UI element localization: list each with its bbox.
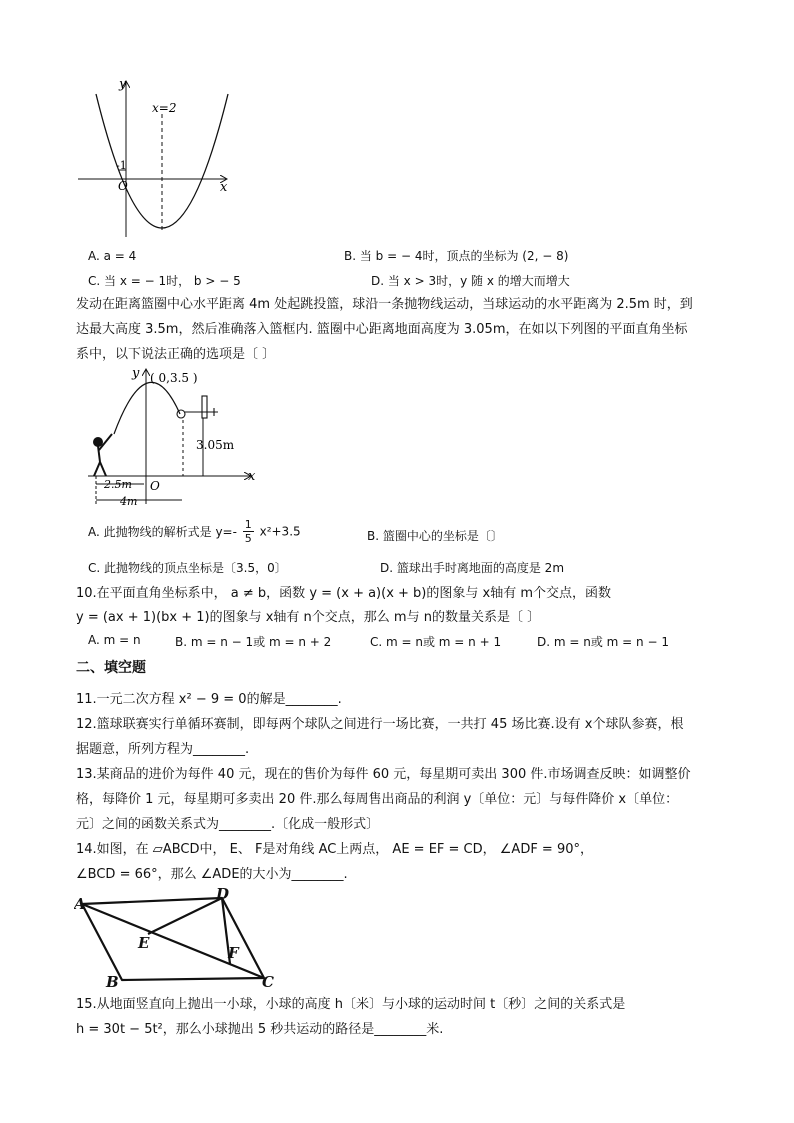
hoop-figure bbox=[177, 396, 218, 418]
fraction bbox=[243, 518, 254, 545]
origin-label: O bbox=[150, 479, 160, 493]
point-B-label: B bbox=[106, 973, 119, 991]
point-A-label: A bbox=[74, 895, 86, 913]
y-axis-label: y bbox=[119, 77, 127, 92]
parabola-graph-1 bbox=[74, 72, 244, 242]
distance-label-2.5: 2.5m bbox=[104, 478, 132, 491]
q10-line-1: 10.在平面直角坐标系中， a ≠ b，函数 y = (x + a)(x + b)的图象与 x轴有 m个交点，函数 bbox=[76, 586, 611, 601]
trajectory-curve bbox=[114, 382, 180, 434]
point-E-label: E bbox=[138, 934, 150, 952]
section-heading: 二、填空题 bbox=[76, 660, 146, 676]
q9-option-B: B. 篮圈中心的坐标是〔〕 bbox=[367, 529, 503, 543]
minus-one-label: -1 bbox=[116, 159, 127, 172]
q13-line-3: 元〕之间的函数关系式为________.〔化成一般形式〕 bbox=[76, 817, 380, 832]
q12-line-2: 据题意，所列方程为________. bbox=[76, 742, 250, 757]
q10-line-2: y = (ax + 1)(bx + 1)的图象与 x轴有 n个交点，那么 m与 n的数量关系是〔 〕 bbox=[76, 610, 541, 625]
point-C-label: C bbox=[262, 973, 274, 991]
option-A-top: A. a = 4 bbox=[88, 249, 137, 263]
q9-option-D: D. 篮球出手时离地面的高度是 2m bbox=[380, 561, 565, 575]
q15-line-1: 15.从地面竖直向上抛出一小球，小球的高度 h〔米〕与小球的运动时间 t〔秒〕之间的关系式是 bbox=[76, 997, 626, 1012]
q10-option-D: D. m = n或 m = n − 1 bbox=[537, 635, 669, 649]
segment-DE bbox=[148, 898, 222, 934]
q9-line-3: 系中，以下说法正确的选项是〔 〕 bbox=[76, 347, 276, 362]
q15-line-2: h = 30t − 5t²，那么小球抛出 5 秒共运动的路径是________米. bbox=[76, 1022, 444, 1037]
q9-line-1: 发动在距离篮圈中心水平距离 4m 处起跳投篮，球沿一条抛物线运动，当球运动的水平距离为 2.5m 时，到 bbox=[76, 297, 693, 312]
q14-line-1: 14.如图，在 ▱ABCD中， E、 F是对角线 AC上两点， AE = EF = CD， ∠ADF = 90°， bbox=[76, 842, 594, 857]
q9-option-A-prefix: A. 此抛物线的解析式是 y=- bbox=[88, 525, 237, 539]
q11-line: 11.一元二次方程 x² − 9 = 0的解是________. bbox=[76, 692, 342, 707]
q10-option-B: B. m = n − 1或 m = n + 2 bbox=[175, 635, 332, 649]
q12-line-1: 12.篮球联赛实行单循环赛制，即每两个球队之间进行一场比赛，一共打 45 场比赛.设有 x个球队参赛，根 bbox=[76, 717, 684, 732]
point-F-label: F bbox=[228, 944, 239, 962]
symmetry-label: x=2 bbox=[152, 101, 177, 115]
q13-line-2: 格，每降价 1 元，每星期可多卖出 20 件.那么每周售出商品的利润 y〔单位：元〕与每件降价 x〔单位： bbox=[76, 792, 679, 807]
q10-option-A: A. m = n bbox=[88, 633, 141, 647]
option-C-top: C. 当 x = − 1时， b > − 5 bbox=[88, 274, 241, 288]
x-axis-label: x bbox=[220, 180, 228, 195]
basketball-graph bbox=[78, 364, 268, 514]
q9-option-C: C. 此抛物线的顶点坐标是〔3.5，0〕 bbox=[88, 561, 287, 575]
q14-line-2: ∠BCD = 66°，那么 ∠ADE的大小为________. bbox=[76, 867, 348, 882]
parallelogram-figure bbox=[74, 888, 284, 992]
player-figure bbox=[94, 434, 112, 476]
q13-line-1: 13.某商品的进价为每件 40 元，现在的售价为每件 60 元，每星期可卖出 300 件.市场调查反映：如调整价 bbox=[76, 767, 691, 782]
peak-label: ( 0,3.5 ) bbox=[150, 371, 198, 385]
diagonal-AC bbox=[82, 904, 264, 978]
distance-label-4: 4m bbox=[120, 495, 138, 508]
height-label: 3.05m bbox=[196, 438, 235, 452]
q9-option-A bbox=[88, 518, 301, 552]
option-D-top: D. 当 x > 3时，y 随 x 的增大而增大 bbox=[371, 274, 570, 288]
origin-label: O bbox=[118, 179, 128, 193]
fraction-numerator: 1 bbox=[244, 518, 252, 531]
q9-line-2: 达最大高度 3.5m，然后准确落入篮框内. 篮圈中心距离地面高度为 3.05m，在如以下列图的平面直角坐标 bbox=[76, 322, 688, 337]
fraction-denominator: 5 bbox=[244, 532, 252, 545]
option-B-top: B. 当 b = − 4时，顶点的坐标为 (2, − 8) bbox=[344, 249, 569, 263]
q10-option-C: C. m = n或 m = n + 1 bbox=[370, 635, 502, 649]
point-D-label: D bbox=[216, 888, 230, 903]
y-axis-label: y bbox=[132, 366, 140, 381]
q9-option-A-suffix: x²+3.5 bbox=[259, 524, 301, 539]
x-axis-label: x bbox=[248, 469, 256, 484]
